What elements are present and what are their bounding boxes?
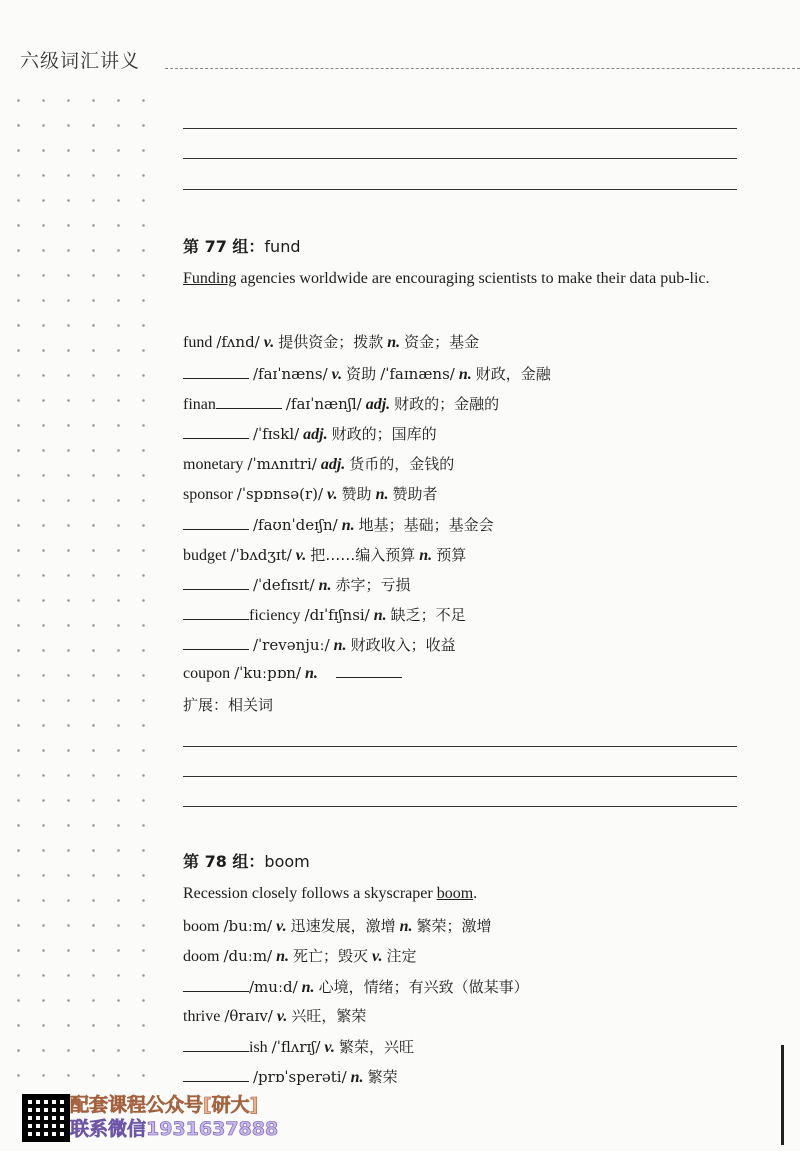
- vocab-entry: [183, 514, 494, 535]
- entry-ipa: /muːd/: [249, 978, 298, 996]
- vocab-entry: [183, 604, 466, 625]
- promo-watermark: [70, 1093, 278, 1141]
- fill-blank[interactable]: [183, 607, 249, 620]
- entry-ipa: /ˈrevənjuː/: [253, 636, 330, 654]
- promo-line-2: 联系微信1931637888: [70, 1118, 279, 1140]
- writing-line: [183, 158, 737, 159]
- entry-word: coupon: [183, 665, 231, 682]
- promo-line-1: 配套课程公众号[研大]: [70, 1094, 259, 1116]
- entry-pos: adj.: [303, 426, 328, 443]
- group-77-heading: [183, 234, 301, 257]
- fill-blank[interactable]: [183, 517, 249, 530]
- entry-meaning: 心境，情绪；有兴致（做某事）: [318, 978, 529, 996]
- vocab-entry: [183, 1036, 414, 1057]
- entry-word: doom: [183, 948, 220, 965]
- entry-pos: v.: [276, 1008, 288, 1025]
- entry-word: finan: [183, 396, 216, 413]
- group-78-heading: [183, 849, 310, 872]
- entry-ipa: /ˈmʌnɪtri/: [247, 455, 317, 473]
- vocab-entry: [183, 453, 454, 474]
- entry-ipa: /ˈbʌdʒɪt/: [230, 546, 292, 564]
- vocab-entry: [183, 915, 492, 936]
- group-heading-prefix: 第 77 组：: [183, 237, 265, 256]
- entry-pos: v.: [324, 1039, 335, 1056]
- qr-code-icon: [22, 1094, 70, 1142]
- entry-pos: n.: [333, 637, 347, 654]
- example-sentence: [183, 885, 477, 903]
- entry-meaning: 财政收入；收益: [350, 636, 456, 654]
- entry-meaning: 预算: [436, 546, 467, 564]
- sentence-text: Recession closely follows a skyscraper: [183, 885, 437, 902]
- example-sentence: [183, 266, 738, 292]
- fill-blank[interactable]: [183, 1039, 249, 1052]
- vocab-entry: [183, 544, 466, 565]
- entry-meaning: 迅速发展，激增: [290, 917, 396, 935]
- vocab-entry: [183, 423, 437, 444]
- entry-pos: n.: [276, 948, 290, 965]
- entry-ipa: /faɪˈnænʃl/: [285, 395, 362, 413]
- vocab-entry: [183, 976, 529, 997]
- entry-ipa: /ˈflʌrɪʃ/: [271, 1038, 321, 1056]
- entry-meaning: 兴旺，繁荣: [291, 1007, 367, 1025]
- entry-ipa: /duːm/: [223, 947, 273, 965]
- header-rule: [165, 68, 800, 69]
- writing-line: [183, 128, 737, 129]
- entry-meaning: 繁荣；激增: [416, 917, 492, 935]
- vocab-entry: [183, 331, 479, 352]
- fill-blank[interactable]: [216, 396, 282, 409]
- entry-ipa: /ˈkuːpɒn/: [234, 664, 302, 682]
- entry-ipa: /ˈfɪskl/: [253, 425, 300, 443]
- fill-blank[interactable]: [183, 366, 249, 379]
- entry-meaning: 提供资金；拨款: [278, 333, 384, 351]
- entry-ipa: /faɪˈnæns/: [253, 365, 328, 383]
- entry-word: sponsor: [183, 486, 233, 503]
- fill-blank[interactable]: [336, 665, 402, 678]
- vocab-entry: [183, 393, 499, 414]
- fill-blank[interactable]: [183, 577, 249, 590]
- entry-meaning: 把……编入预算: [310, 546, 416, 564]
- vocab-entry: [183, 363, 551, 384]
- entry-word: boom: [183, 918, 220, 935]
- entry-word: budget: [183, 547, 227, 564]
- entry-pos: n.: [318, 577, 332, 594]
- entry-pos: n.: [375, 486, 389, 503]
- vocab-entry: [183, 483, 437, 504]
- entry-ipa: /prɒˈsperəti/: [253, 1068, 347, 1086]
- entry-meaning: 死亡；毁灭: [293, 947, 369, 965]
- sentence-end: .: [473, 885, 478, 902]
- entry-pos: v.: [263, 334, 275, 351]
- entry-pos: v.: [331, 366, 343, 383]
- entry-meaning: 财政的；金融的: [394, 395, 500, 413]
- entry-pos: n.: [341, 517, 355, 534]
- entry-meaning: 资助: [346, 365, 377, 383]
- writing-line: [183, 806, 737, 807]
- entry-word: thrive: [183, 1008, 221, 1025]
- entry-word-suffix: ficiency: [249, 607, 301, 624]
- entry-pos: n.: [373, 607, 387, 624]
- entry-ipa: /dɪˈfɪʃnsi/: [304, 606, 370, 624]
- entry-meaning: 财政的；国库的: [331, 425, 437, 443]
- entry-meaning: 赞助者: [392, 485, 438, 503]
- fill-blank[interactable]: [183, 979, 249, 992]
- entry-ipa: /ˈspɒnsə(r)/: [236, 485, 324, 503]
- page-edge-mark: [781, 1045, 784, 1145]
- entry-pos: n.: [350, 1069, 364, 1086]
- entry-pos: v.: [372, 948, 383, 965]
- entry-ipa: /fʌnd/: [216, 333, 260, 351]
- entry-pos: v.: [276, 918, 287, 935]
- vocab-entry: [183, 634, 456, 655]
- entry-ipa: /ˈdefɪsɪt/: [253, 576, 315, 594]
- entry-pos: v.: [295, 547, 307, 564]
- fill-blank[interactable]: [183, 637, 249, 650]
- entry-meaning: 缺乏；不足: [390, 606, 466, 624]
- entry-pos: n.: [458, 366, 472, 383]
- writing-line: [183, 189, 737, 190]
- vocab-entry: [183, 945, 417, 966]
- entry-pos: n.: [305, 665, 318, 682]
- entry-meaning: 繁荣，兴旺: [338, 1038, 414, 1056]
- entry-ipa: /faʊnˈdeɪʃn/: [253, 516, 338, 534]
- vocab-entry: [183, 574, 411, 595]
- group-heading-prefix: 第 78 组：: [183, 852, 265, 871]
- group-heading-word: boom: [264, 852, 310, 871]
- entry-pos: n.: [399, 918, 413, 935]
- group-heading-word: fund: [264, 237, 301, 256]
- entry-pos: n.: [301, 979, 315, 996]
- fill-blank[interactable]: [183, 1069, 249, 1082]
- sentence-key-word: boom: [436, 885, 474, 902]
- page-header-title: 六级词汇讲义: [20, 50, 141, 72]
- fill-blank[interactable]: [183, 426, 249, 439]
- vocab-entry: [183, 664, 402, 683]
- entry-pos: n.: [387, 334, 401, 351]
- entry-meaning: 财政，金融: [475, 365, 551, 383]
- writing-line: [183, 776, 737, 777]
- entry-meaning: 货币的，金钱的: [349, 455, 455, 473]
- entry-pos: adj.: [320, 456, 346, 473]
- margin-dot-grid: [6, 88, 166, 1088]
- entry-pos: adj.: [365, 396, 391, 413]
- sentence-text: agencies worldwide are encouraging scientists to make their data pub-lic.: [236, 270, 710, 287]
- entry-meaning: 赞助: [341, 485, 372, 503]
- entry-meaning: 资金；基金: [404, 333, 480, 351]
- entry-word: monetary: [183, 456, 244, 473]
- entry-ipa: /θraɪv/: [224, 1007, 273, 1025]
- entry-meaning: 繁荣: [367, 1068, 398, 1086]
- entry-word-suffix: ish: [249, 1039, 268, 1056]
- expand-label: 扩展：相关词: [183, 696, 274, 714]
- vocab-entry: [183, 1066, 398, 1087]
- entry-ipa: /ˈfaɪnæns/: [380, 365, 455, 383]
- entry-meaning: 地基；基础；基金会: [358, 516, 494, 534]
- entry-meaning: 注定: [386, 947, 417, 965]
- entry-meaning: 赤字；亏损: [335, 576, 411, 594]
- sentence-key-word: Funding: [183, 270, 237, 287]
- vocab-entry: [183, 1005, 366, 1026]
- entry-pos: v.: [327, 486, 338, 503]
- writing-line: [183, 746, 737, 747]
- entry-pos: n.: [419, 547, 433, 564]
- entry-word: fund: [183, 334, 213, 351]
- entry-ipa: /buːm/: [223, 917, 273, 935]
